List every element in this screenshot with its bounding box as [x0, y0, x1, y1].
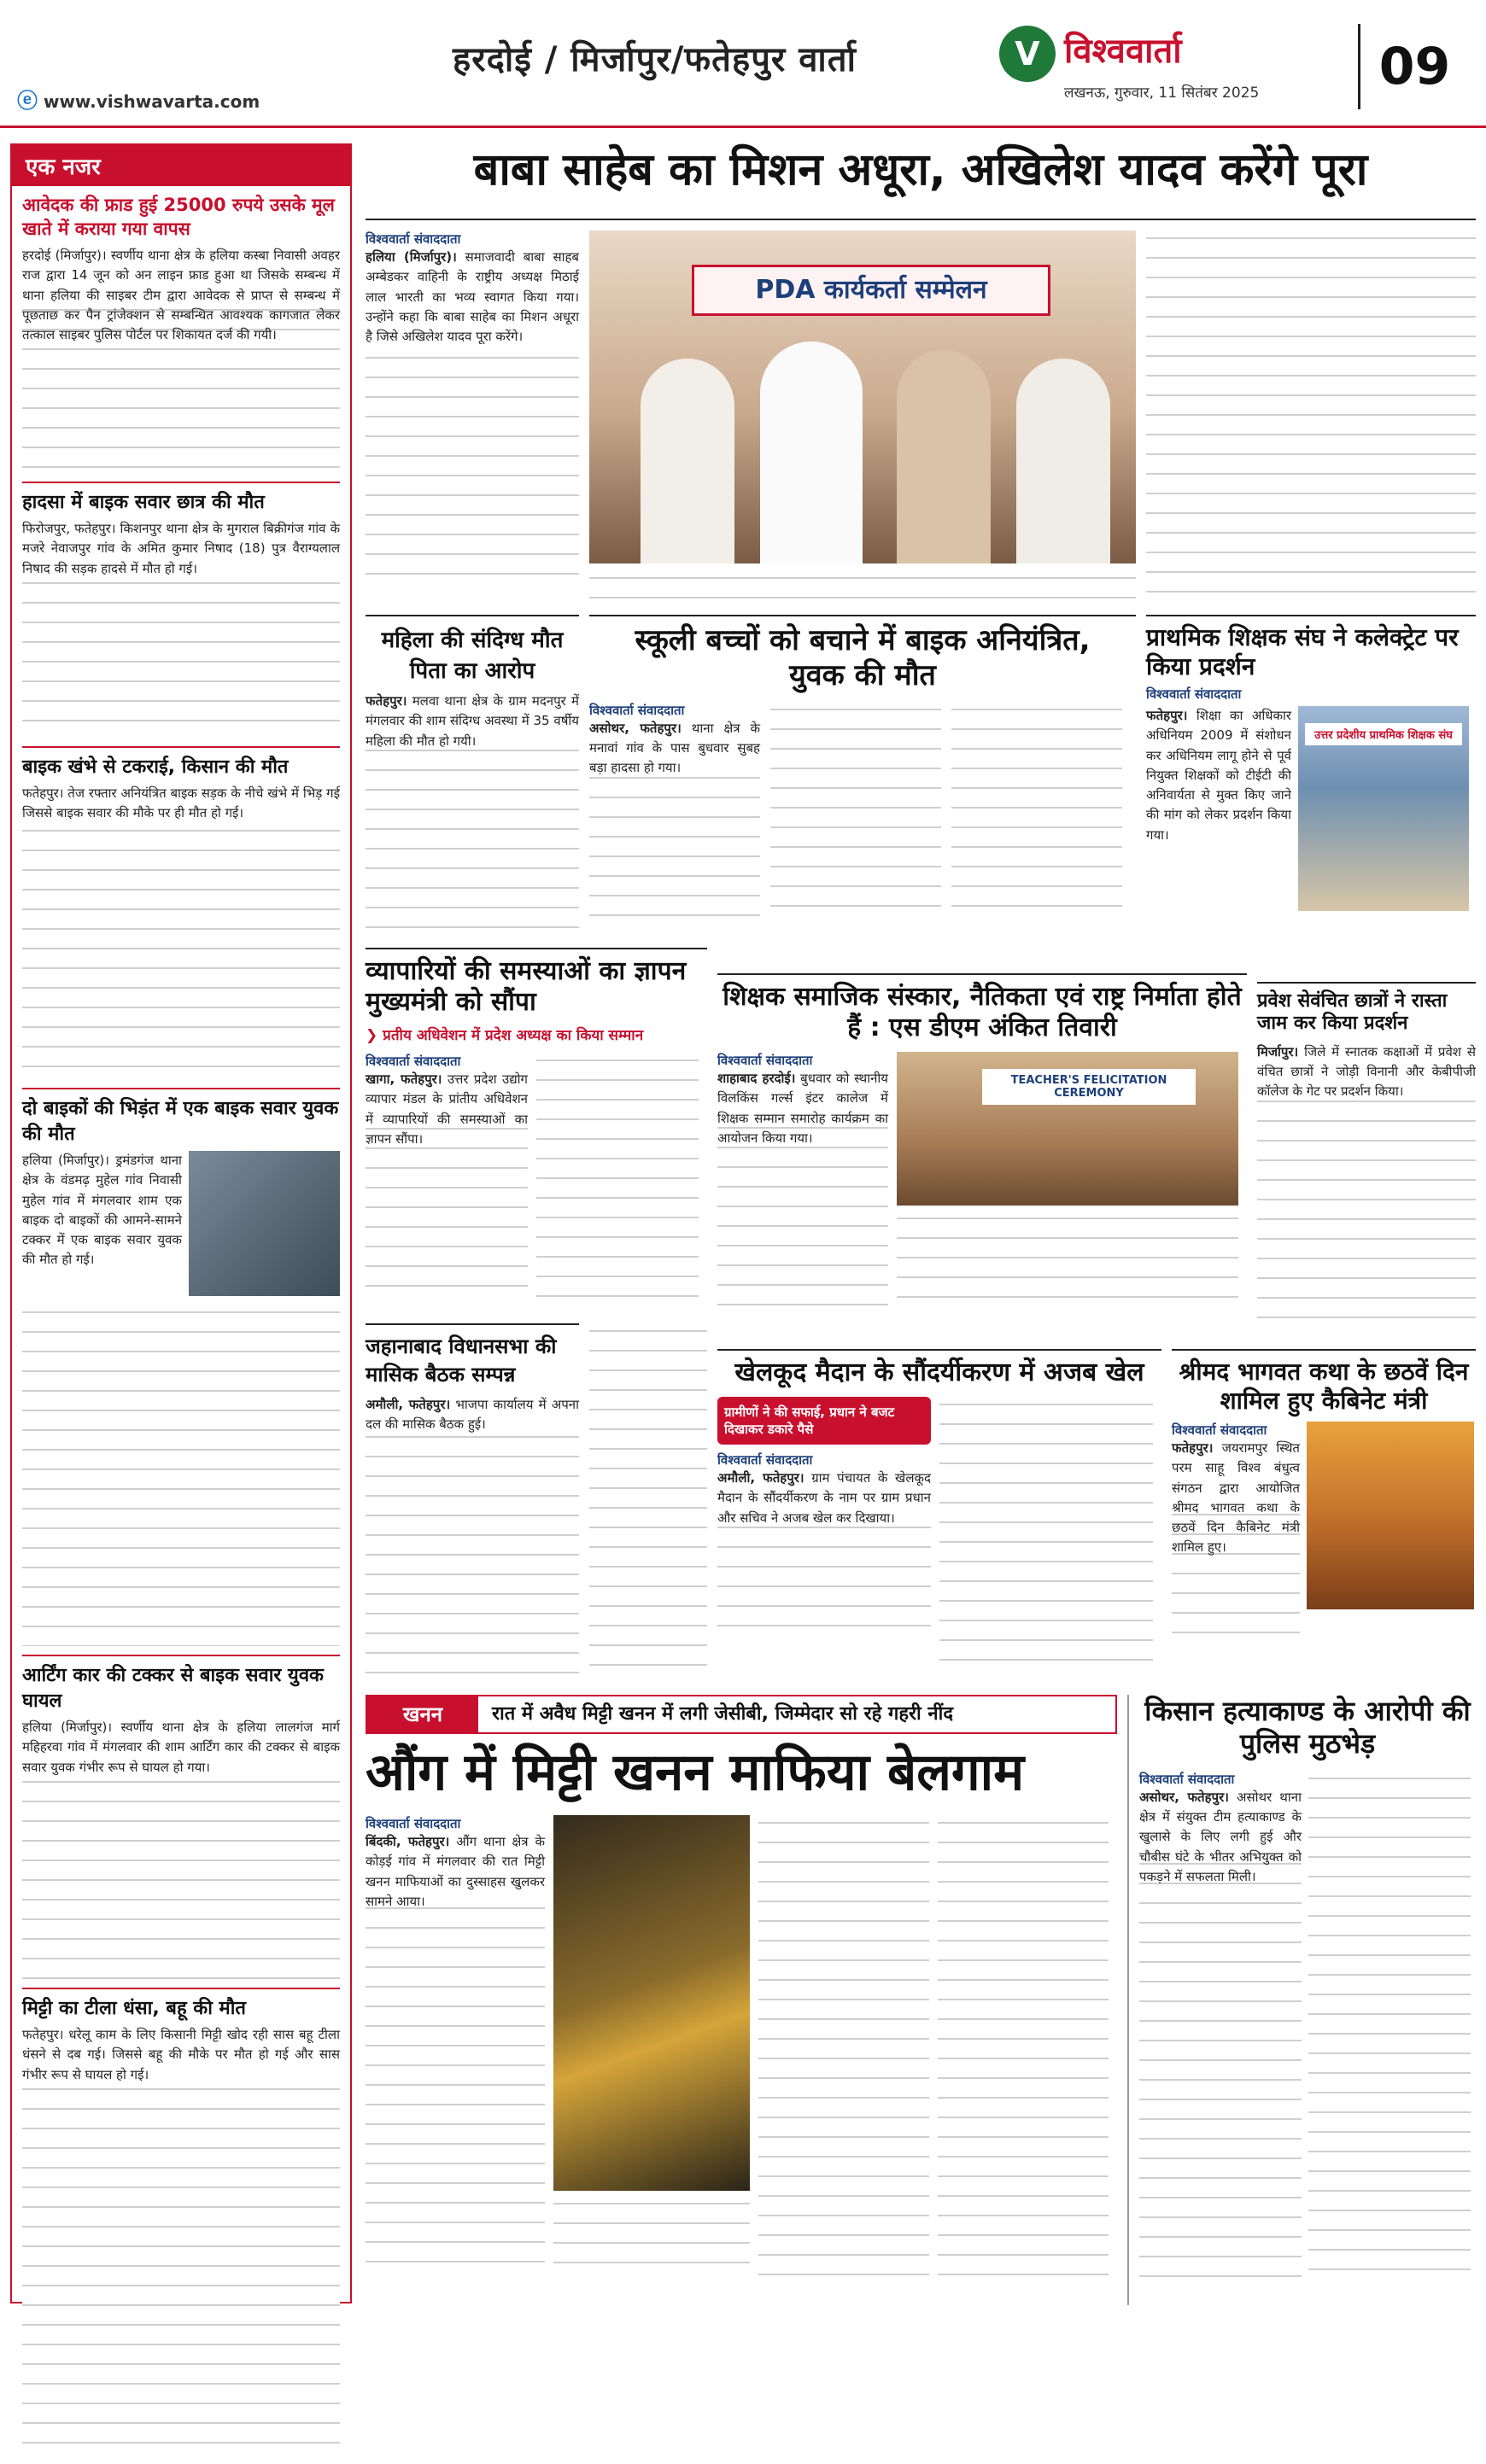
story-kicker: ग्रामीणों ने की सफाई, प्रधान ने बजट दिखाकर डकारे पैसे — [717, 1397, 931, 1445]
story-traders — [366, 948, 707, 1315]
left-story-body: फतेहपुर। धरेलू काम के लिए किसानी मिट्टी खोद रही सास बहू टीला धंसने से दब गई। जिससे बहू की मौके पर मौत हो गई और सास गंभीर रूप से घायल हो गई। — [22, 2027, 340, 2082]
story-admission-protest — [1257, 982, 1476, 1340]
mining-strap — [366, 1695, 1117, 1734]
left-column — [10, 143, 352, 2303]
accident-photo — [189, 1151, 340, 1296]
left-story-headline: हादसा में बाइक सवार छात्र की मौत — [22, 482, 340, 514]
lead-photo-banner: PDA कार्यकर्ता सम्मेलन — [692, 265, 1050, 316]
story-body: मलवा थाना क्षेत्र के ग्राम मदनपुर में मंगलवार की शाम संदिग्ध अवस्था में 35 वर्षीय महिला की मौत हो गयी। — [366, 693, 579, 749]
teachers-union-banner: उत्तर प्रदेशीय प्राथमिक शिक्षक संघ — [1305, 723, 1462, 745]
story-body: जयरामपुर स्थित परम साहू विश्व बंधुत्व संगठन द्वारा आयोजित श्रीमद भागवत कथा के छठवें दिन कैबिनेट मंत्री शामिल हुए। — [1172, 1440, 1300, 1556]
mining-body: औंग थाना क्षेत्र के कोड़ई गांव में मंगलवार की रात मिट्टी खनन माफियाओं का दुस्साहस खुलकर सामने आया। — [366, 1834, 545, 1909]
story-bhagwat-katha — [1172, 1349, 1476, 1682]
left-story-body: हरदोई (मिर्जापुर)। स्वर्णीय थाना क्षेत्र के हलिया कस्बा निवासी अवहर राज द्वारा 14 जून को अन लाइन फ्राड हुआ था जिसके सम्बन्ध में थाना हलिया की साइबर टीम द्वारा आवेदक से प्राप्त से सम्बन्ध में पूछताछ कर पैन ट्रांजेक्शन से सम्बन्धित आवश्यक कागजात लेकर तत्काल साइबर पुलिस पोर्टल पर शिकायत दर्ज की गयी। — [22, 248, 340, 342]
lead-byline: विश्ववार्ता संवाददाता — [366, 231, 461, 247]
mining-dateline: बिंदकी, फतेहपुर। — [366, 1834, 450, 1849]
story-body: उत्तर प्रदेश उद्योग व्यापार मंडल के प्रांतीय अधिवेशन में व्यापारियों की समस्याओं का ज्ञापन सौंपा। — [366, 1071, 528, 1147]
website-url[interactable]: ⓔ www.vishwavarta.com — [17, 89, 260, 113]
story-byline: विश्ववार्ता संवाददाता — [589, 702, 685, 718]
lead-headline: बाबा साहेब का मिशन अधूरा, अखिलेश यादव करेंगे पूरा — [473, 144, 1368, 196]
story-body: ग्राम पंचायत के खेलकूद मैदान के सौंदर्यीकरण के नाम पर ग्राम प्रधान और सचिव ने अजब खेल कर दिखाया। — [717, 1470, 931, 1526]
story-headline: प्राथमिक शिक्षक संघ ने कलेक्ट्रेट पर किया प्रदर्शन — [1146, 623, 1459, 680]
story-mahila — [366, 615, 579, 939]
story-byline: विश्ववार्ता संवाददाता — [1146, 686, 1242, 703]
left-story-headline: आर्टिंग कार की टक्कर से बाइक सवार युवक घायल — [22, 1655, 340, 1713]
lead-photo — [589, 231, 1136, 563]
mining-strap-text: रात में अवैध मिट्टी खनन में लगी जेसीबी, जिम्मेदार सो रहे गहरी नींद — [492, 1703, 954, 1725]
left-story-body: हलिया (मिर्जापुर)। स्वर्णीय थाना क्षेत्र के हलिया लालगंज मार्ग महिहरवा गांव में मंगलवार की शाम आर्टिंग कार की टक्कर से बाइक सवार युवक गंभीर रूप से घायल हो गया। — [22, 1720, 340, 1775]
story-byline: विश्ववार्ता संवाददाता — [366, 1054, 461, 1069]
mining-headline: औंग में मिट्टी खनन माफिया बेलगाम — [366, 1743, 1025, 1802]
teachers-union-photo — [1298, 706, 1469, 911]
story-teachers-union — [1146, 615, 1476, 973]
story-headline: व्यापारियों की समस्याओं का ज्ञापन मुख्यमंत्री को सौंपा — [366, 956, 687, 1017]
story-byline: मिर्जापुर। — [1257, 1043, 1299, 1060]
left-story-headline: दो बाइकों की भिड़ंत में एक बाइक सवार युवक की मौत — [22, 1088, 340, 1146]
lead-dateline: हलिया (मिर्जापुर)। — [366, 249, 457, 265]
encounter-body: असोथर थाना क्षेत्र में संयुक्त टीम हत्याकाण्ड के खुलासे के लिए लगी हुई और चौबीस घंटे के भीतर अभियुक्त को पकड़ने में सफलता मिली। — [1139, 1789, 1302, 1884]
page-number: 09 — [1358, 24, 1469, 109]
left-story-body: फिरोजपुर, फतेहपुर। किशनपुर थाना क्षेत्र के मुगराल बिक्रीगंज गांव के मजरे नेवाजपुर गांव के अमित कुमार निषाद (18) पुत्र वैराग्यलाल निषाद की सड़क हादसे में मौत हो गई। — [22, 521, 340, 576]
story-body: शिक्षा का अधिकार अधिनियम 2009 में संशोधन कर अधिनियम लागू होने से पूर्व नियुक्त शिक्षकों को टीईटी की अनिवार्यता से मुक्त किए जाने की मांग को लेकर प्रदर्शन किया गया। — [1146, 708, 1291, 843]
left-story-headline: आवेदक की फ्राड हुई 25000 रुपये उसके मूल खाते में कराया गया वापस — [22, 195, 335, 239]
story-kicker: ❯ प्रतीय अधिवेशन में प्रदेश अध्यक्ष का किया सम्मान — [366, 1027, 644, 1044]
story-jahanabad — [366, 1323, 579, 1682]
lead-text: समाजवादी बाबा साहब अम्बेडकर वाहिनी के राष्ट्रीय अध्यक्ष मिठाई लाल भारती का भव्य स्वागत किया गया। उन्होंने कहा कि बाबा साहेब का मिशन अधूरा है जिसे अखिलेश यादव पूरा करेंगे। — [366, 249, 579, 344]
lead-left-text — [366, 231, 579, 606]
lead-headline-box — [366, 143, 1476, 220]
story-headline: शिक्षक समाजिक संस्कार, नैतिकता एवं राष्ट्र निर्माता होते हैं : एस डीएम अंकित तिवारी — [723, 982, 1242, 1042]
story-dateline: अमौली, फतेहपुर। — [717, 1470, 804, 1486]
story-body: बुधवार को स्थानीय विलकिंस गर्ल्स इंटर कालेज में शिक्षक सम्मान समारोह कार्यक्रम का आयोजन किया गया। — [717, 1071, 888, 1146]
story-byline: विश्ववार्ता संवाददाता — [717, 1452, 813, 1468]
story-dateline: खागा, फतेहपुर। — [366, 1071, 442, 1087]
left-tag: एक नजर — [12, 145, 350, 186]
story-body: जिले में स्नातक कक्षाओं में प्रवेश से वंचित छात्रों ने जोड़ी विनानी और केबीपीजी कॉलेज के गेट पर प्रदर्शन किया। — [1257, 1043, 1476, 1100]
left-story-headline: बाइक खंभे से टकराई, किसान की मौत — [22, 746, 340, 779]
story-headline: महिला की संदिग्ध मौत पिता का आरोप — [381, 628, 564, 684]
story-byline: विश्ववार्ता संवाददाता — [1172, 1422, 1267, 1439]
encounter-dateline: असोथर, फतेहपुर। — [1139, 1789, 1229, 1805]
story-byline: फतेहपुर। — [366, 693, 407, 709]
mining-byline: विश्ववार्ता संवाददाता — [366, 1816, 461, 1831]
story-body: थाना क्षेत्र के मनावां गांव के पास बुधवार सुबह बड़ा हादसा हो गया। — [589, 720, 760, 776]
kicker-arrow-icon: ❯ — [366, 1027, 378, 1044]
ie-icon: ⓔ — [17, 89, 38, 113]
story-playground — [717, 1349, 1161, 1682]
logo-text: विश्ववार्ता — [1064, 32, 1182, 71]
jcb-photo — [553, 1815, 750, 2191]
felicitation-banner: TEACHER'S FELICITATION CEREMONY — [982, 1069, 1196, 1105]
lead-right-text — [1146, 231, 1476, 606]
felicitation-photo — [897, 1052, 1238, 1206]
story-body: भाजपा कार्यालय में अपना दल की मासिक बैठक हुई। — [366, 1397, 579, 1433]
story-headline: खेलकूद मैदान के सौंदर्यीकरण में अजब खेल — [734, 1358, 1144, 1387]
story-dateline: शाहाबाद हरदोई। — [717, 1071, 796, 1086]
bhagwat-photo — [1307, 1422, 1474, 1609]
story-dateline: फतेहपुर। — [1146, 708, 1188, 724]
story-headline: प्रवेश सेवंचित छात्रों ने रास्ता जाम कर किया प्रदर्शन — [1257, 990, 1448, 1035]
encounter-headline: किसान हत्याकाण्ड के आरोपी की पुलिस मुठभेड़ — [1144, 1695, 1471, 1760]
mining-label: खनन — [367, 1696, 478, 1732]
story-school — [589, 615, 1136, 939]
story-headline: श्रीमद भागवत कथा के छठवें दिन शामिल हुए कैबिनेट मंत्री — [1179, 1358, 1469, 1415]
dateline: लखनऊ, गुरुवार, 11 सितंबर 2025 — [1064, 85, 1260, 102]
encounter-story — [1127, 1695, 1476, 2305]
story-dateline: असोथर, फतेहपुर। — [589, 720, 682, 736]
story-byline: अमौली, फतेहपुर। — [366, 1397, 451, 1412]
story-dateline: फतेहपुर। — [1172, 1440, 1214, 1457]
story-headline: स्कूली बच्चों को बचाने में बाइक अनियंत्रित, युवक की मौत — [635, 623, 1091, 692]
story-teachers-felicitation — [717, 973, 1247, 1340]
left-story-body: हलिया (मिर्जापुर)। ड्रमंडगंज थाना क्षेत्र के वंडमढ़ मुहेल गांव निवासी मुहेल गांव में मंगलवार शाम एक बाइक दो बाइकों की आमने-सामने टक्कर में एक बाइक सवार युवक की मौत हो गई। — [22, 1153, 182, 1268]
story-byline: विश्ववार्ता संवाददाता — [717, 1053, 813, 1068]
section-title: हरदोई / मिर्जापुर/फतेहपुर वार्ता — [453, 40, 857, 79]
left-story-body: फतेहपुर। तेज रफ्तार अनियंत्रित बाइक सड़क के नीचे खंभे में भिड़ गई जिससे बाइक सवार की मौके पर ही मौत हो गई। — [22, 785, 340, 821]
encounter-byline: विश्ववार्ता संवाददाता — [1139, 1771, 1235, 1787]
story-headline: जहानाबाद विधानसभा की मासिक बैठक सम्पन्न — [366, 1334, 557, 1387]
logo-icon: V — [999, 26, 1056, 82]
mining-story — [366, 1742, 1117, 2305]
left-story-headline: मिट्टी का टीला धंसा, बहू की मौत — [22, 1988, 340, 2020]
